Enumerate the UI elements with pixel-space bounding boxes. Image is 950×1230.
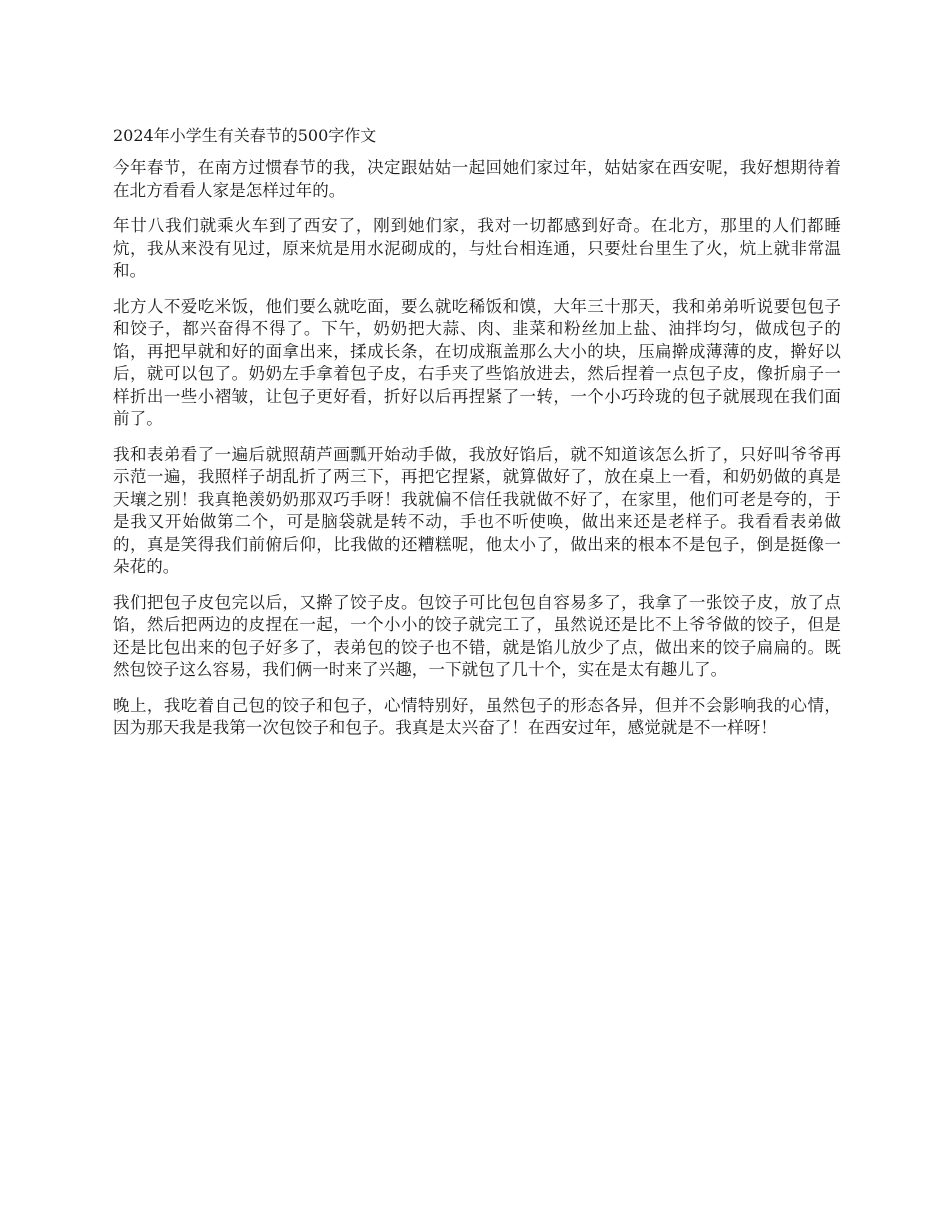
document-page [113,124,841,753]
paragraph-2: 年廿八我们就乘火车到了西安了，刚到她们家，我对一切都感到好奇。在北方，那里的人们都睡炕，我从来没有见过，原来炕是用水泥砌成的，与灶台相连通，只要灶台里生了火，炕上就非常温和。 [113,216,841,280]
document-title: 2024年小学生有关春节的500字作文 [113,126,377,145]
paragraph-4: 我和表弟看了一遍后就照葫芦画瓢开始动手做，我放好馅后，就不知道该怎么折了，只好叫爷爷再示范一遍，我照样子胡乱折了两三下，再把它捏紧，就算做好了，放在桌上一看，和奶奶做的真是天壤之别！我真艳羡奶奶那双巧手呀！我就偏不信任我就做不好了，在家里，他们可老是夸的，于是我又开始做第二个，可是脑袋就是转不动，手也不听使唤，做出来还是老样子。我看看表弟做的，真是笑得我们前俯后仰，比我做的还糟糕呢，他太小了，做出来的根本不是包子，倒是挺像一朵花的。 [113,444,841,576]
paragraph-6: 晚上，我吃着自己包的饺子和包子，心情特别好，虽然包子的形态各异，但并不会影响我的心情，因为那天我是我第一次包饺子和包子。我真是太兴奋了！在西安过年，感觉就是不一样呀！ [113,695,841,737]
paragraph-1: 今年春节，在南方过惯春节的我，决定跟姑姑一起回她们家过年，姑姑家在西安呢，我好想期待着在北方看看人家是怎样过年的。 [113,158,841,200]
paragraph-5: 我们把包子皮包完以后，又擀了饺子皮。包饺子可比包包自容易多了，我拿了一张饺子皮，放了点馅，然后把两边的皮捏在一起，一个小小的饺子就完工了，虽然说还是比不上爷爷做的饺子，但是还是比包出来的包子好多了，表弟包的饺子也不错，就是馅儿放少了点，做出来的饺子扁扁的。既然包饺子这么容易，我们俩一时来了兴趣，一下就包了几十个，实在是太有趣儿了。 [113,592,841,679]
paragraph-3: 北方人不爱吃米饭，他们要么就吃面，要么就吃稀饭和馍，大年三十那天，我和弟弟听说要包包子和饺子，都兴奋得不得了。下午，奶奶把大蒜、肉、韭菜和粉丝加上盐、油拌均匀，做成包子的馅，再把早就和好的面拿出来，揉成长条，在切成瓶盖那么大小的块，压扁擀成薄薄的皮，擀好以后，就可以包了。奶奶左手拿着包子皮，右手夹了些馅放进去，然后捏着一点包子皮，像折扇子一样折出一些小褶皱，让包子更好看，折好以后再捏紧了一转，一个小巧玲珑的包子就展现在我们面前了。 [113,296,841,428]
